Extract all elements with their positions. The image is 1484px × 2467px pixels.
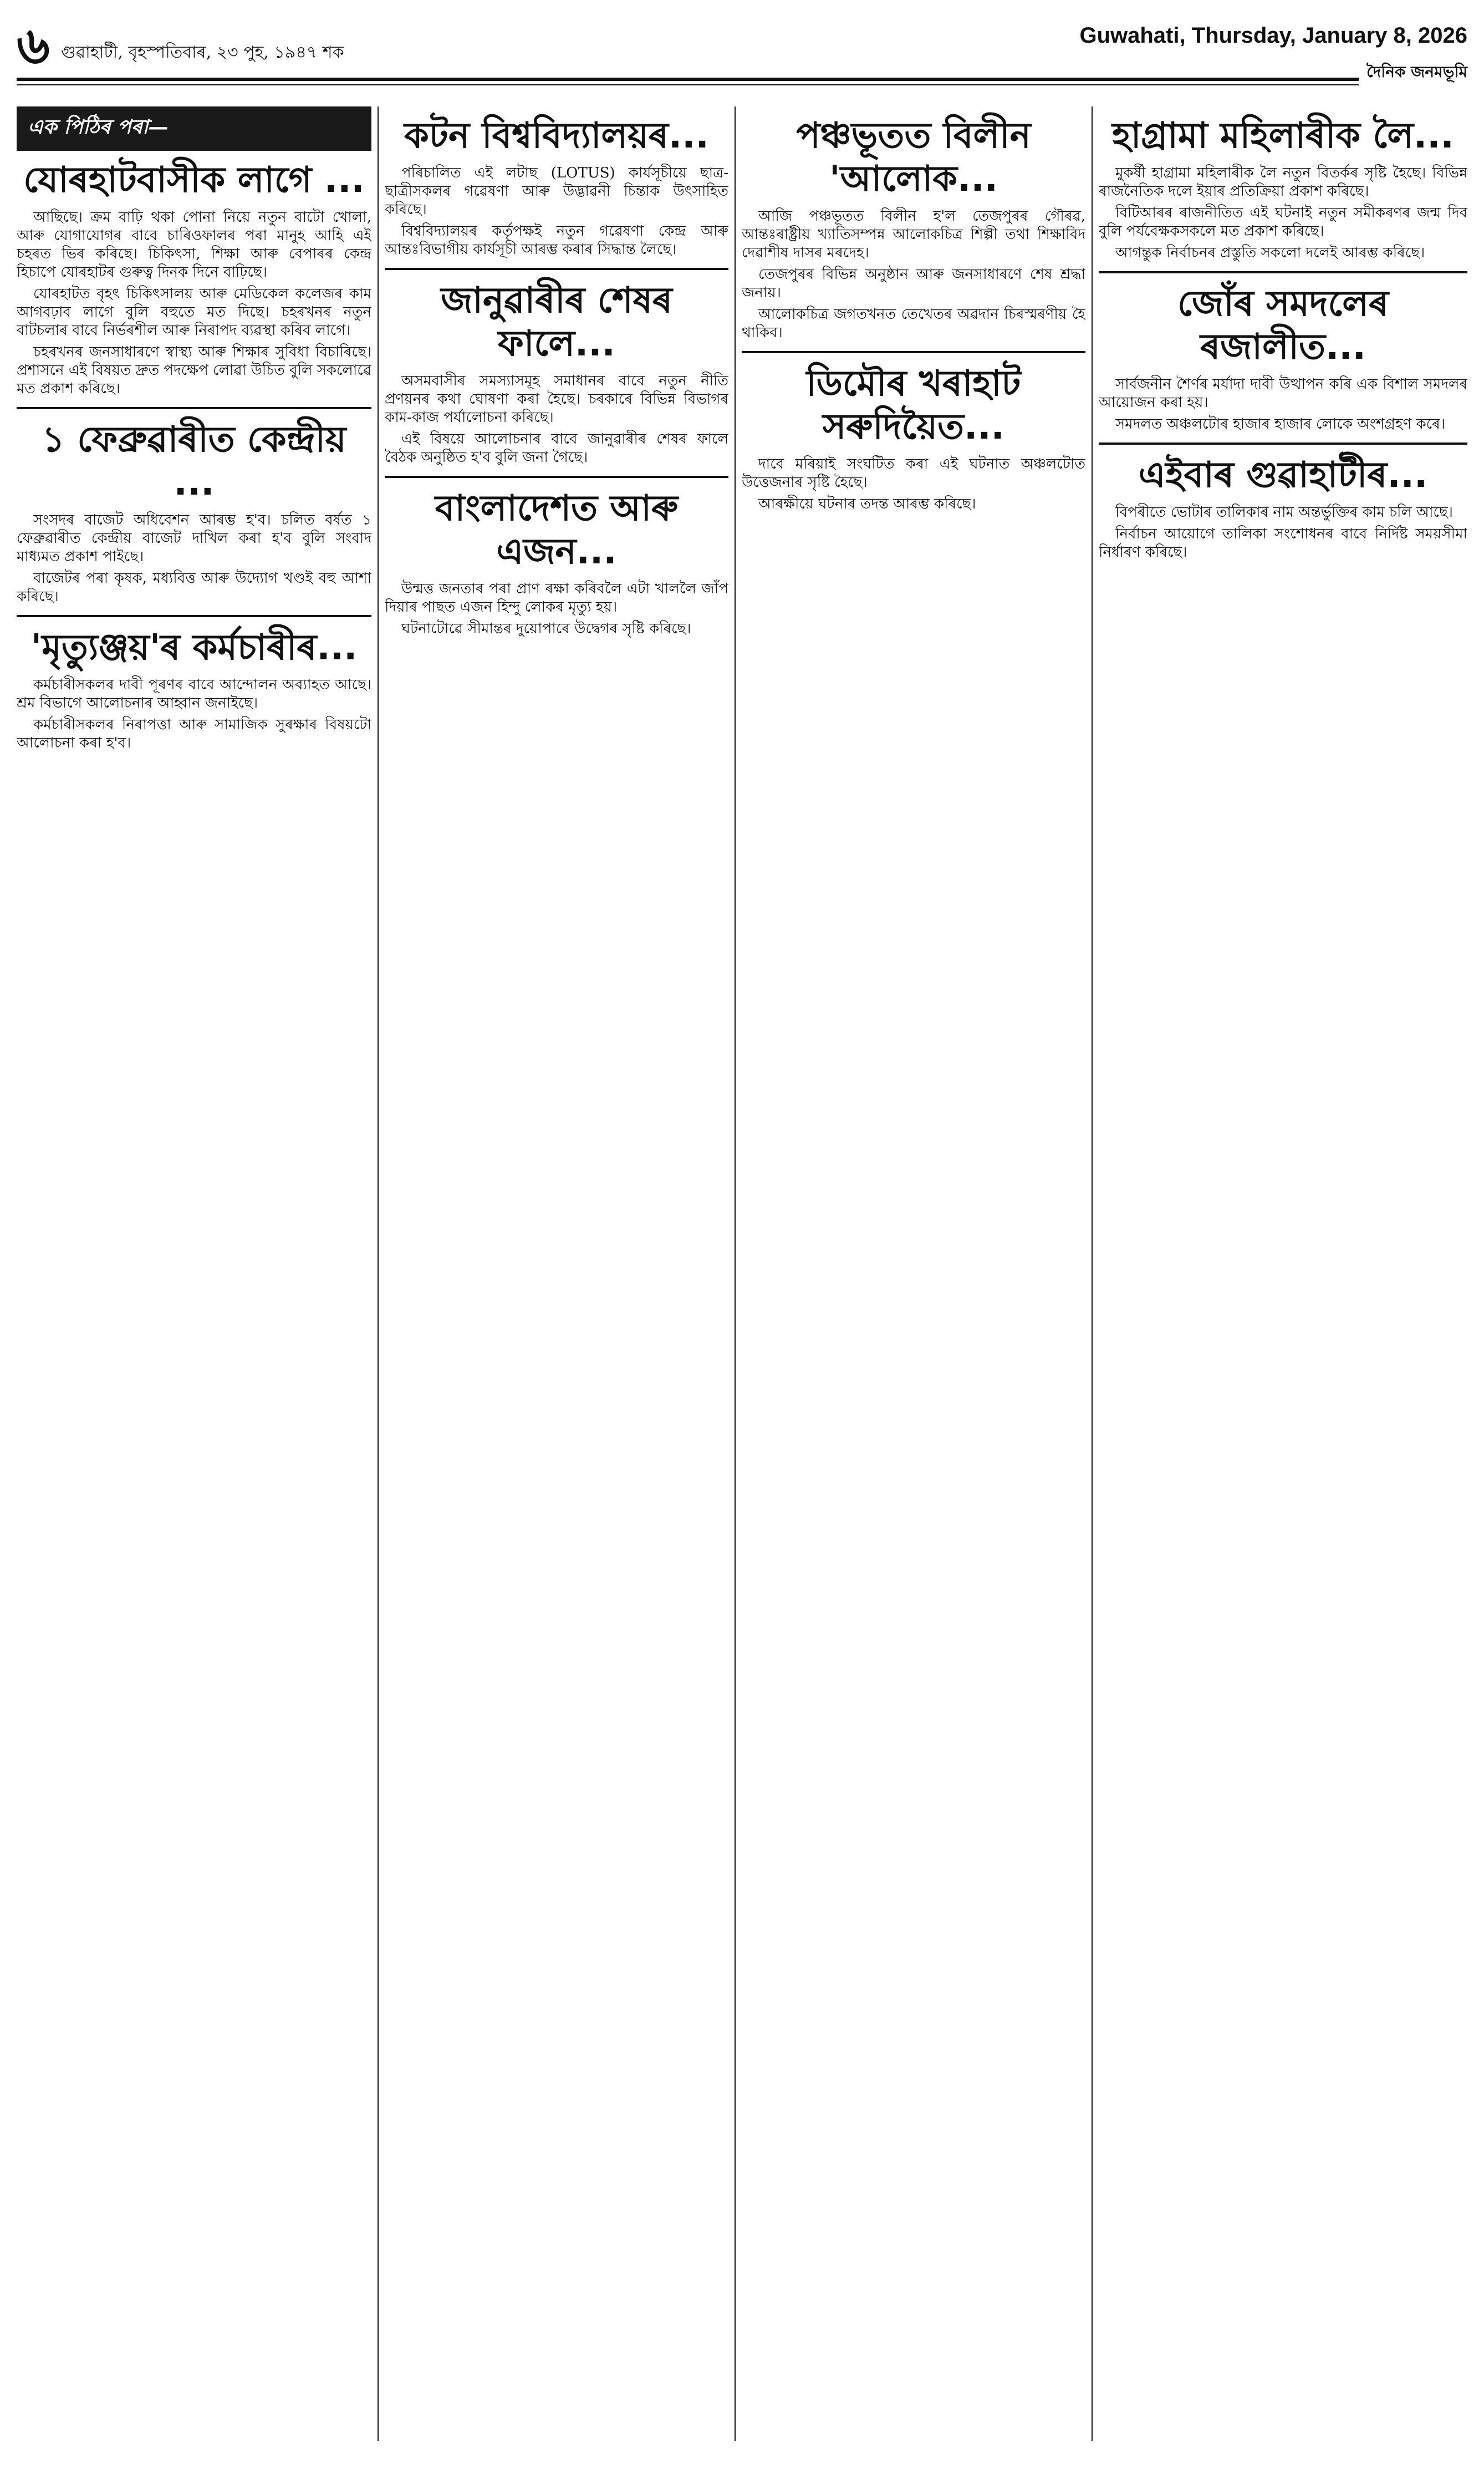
- column-divider: [378, 106, 379, 2441]
- article-title: যোৰহাটবাসীক লাগে ...: [23, 160, 365, 201]
- paragraph: তেজপুৰৰ বিভিন্ন অনুষ্ঠান আৰু জনসাধাৰণে শেষ শ্ৰদ্ধা জনায়।: [742, 266, 1085, 301]
- column-2: [385, 106, 728, 2441]
- article-title: কটন বিশ্ববিদ্যালয়ৰ...: [404, 115, 709, 156]
- paragraph: এই বিষয়ে আলোচনাৰ বাবে জানুৱাৰীৰ শেষৰ ফালে বৈঠক অনুষ্ঠিত হ'ব বুলি জনা গৈছে।: [385, 431, 728, 466]
- paragraph: উন্মত্ত জনতাৰ পৰা প্ৰাণ ৰক্ষা কৰিবলৈ এটা খাললৈ জাঁপ দিয়াৰ পাছত এজন হিন্দু লোকৰ মৃত্যু হয়।: [385, 581, 728, 616]
- article-title: ১ ফেব্ৰুৱাৰীত কেন্দ্ৰীয় ...: [42, 419, 346, 503]
- left-date: গুৱাহাটী, বৃহস্পতিবাৰ, ২৩ পুহ, ১৯৪৭ শক: [61, 43, 344, 62]
- column-4: [1099, 106, 1467, 2441]
- divider: [1099, 271, 1467, 273]
- paragraph: বিপৰীতে ভোটাৰ তালিকাৰ নাম অন্তৰ্ভুক্তিৰ কাম চলি আছে।: [1115, 504, 1453, 521]
- paragraph: আলোকচিত্ৰ জগতখনত তেখেতৰ অৱদান চিৰস্মৰণীয় হৈ থাকিব।: [742, 306, 1085, 341]
- article-title: জোঁৰ সমদলেৰ ৰজালীত...: [1177, 283, 1389, 368]
- paragraph: পৰিচালিত এই লটাছ (LOTUS) কাৰ্যসূচীয়ে ছাত্ৰ-ছাত্ৰীসকলৰ গৱেষণা আৰু উদ্ভাৱনী চিন্তাক উৎসাহিত কৰিছে।: [385, 165, 728, 218]
- masthead-rule-thin: [17, 84, 1467, 85]
- divider: [17, 407, 371, 409]
- paragraph: চহৰখনৰ জনসাধাৰণে স্বাস্থ্য আৰু শিক্ষাৰ সুবিধা বিচাৰিছে। প্ৰশাসনে এই বিষয়ত দ্ৰুত পদক্ষেপ লোৱা উচিত বুলি সকলোৱে মত প্ৰকাশ কৰিছে।: [17, 344, 371, 397]
- paragraph: সাৰ্বজনীন শৈৰ্ণৰ মৰ্যাদা দাবী উত্থাপন কৰি এক বিশাল সমদলৰ আয়োজন কৰা হয়।: [1099, 376, 1467, 411]
- article-title: জানুৱাৰীৰ শেষৰ ফালে...: [441, 280, 672, 364]
- paragraph: আছিছে। ক্ৰম বাঢ়ি থকা পোনা নিয়ে নতুন বাটো খোলা, আৰু যোগাযোগৰ বাবে চাৰিওফালৰ পৰা মানুহ আহি এই চহৰত ভিৰ কৰিছে। চিকিৎসা, শিক্ষা আৰু বেপাৰৰ কেন্দ্ৰ হিচাপে যোৰহাটৰ গুৰুত্ব দিনক দিনে বাঢ়িছে।: [17, 209, 371, 281]
- article-body: [742, 207, 1085, 342]
- divider: [385, 268, 728, 270]
- paragraph: কৰ্মচাৰীসকলৰ নিৰাপত্তা আৰু সামাজিক সুৰক্ষাৰ বিষয়টো আলোচনা কৰা হ'ব।: [17, 716, 371, 751]
- page-number: ৬: [17, 16, 50, 75]
- paragraph: মুকৰ্ষী হাগ্ৰামা মহিলাৰীক লৈ নতুন বিতৰ্কৰ সৃষ্টি হৈছে। বিভিন্ন ৰাজনৈতিক দলে ইয়াৰ প্ৰতিক্ৰিয়া প্ৰকাশ কৰিছে।: [1099, 165, 1467, 200]
- paragraph: দাবে মৰিয়াই সংঘটিত কৰা এই ঘটনাত অঞ্চলটোত উত্তেজনাৰ সৃষ্টি হৈছে।: [742, 456, 1085, 491]
- article-body: [17, 511, 371, 606]
- divider: [17, 615, 371, 617]
- paragraph: কৰ্মচাৰীসকলৰ দাবী পূৰণৰ বাবে আন্দোলন অব্যাহত আছে। শ্ৰম বিভাগে আলোচনাৰ আহ্বান জনাইছে।: [17, 676, 371, 711]
- article-body: [385, 580, 728, 638]
- right-date: Guwahati, Thursday, January 8, 2026: [1079, 23, 1467, 48]
- paragraph: সমদলত অঞ্চলটোৰ হাজাৰ হাজাৰ লোকে অংশগ্ৰহণ কৰে।: [1115, 416, 1446, 433]
- paper-name: দৈনিক জনমভূমি: [1359, 60, 1467, 86]
- divider: [742, 351, 1085, 353]
- column-1: [17, 106, 371, 2441]
- paragraph: বাজেটৰ পৰা কৃষক, মধ্যবিত্ত আৰু উদ্যোগ খণ্ডই বহু আশা কৰিছে।: [17, 570, 371, 605]
- article-title: এইবাৰ গুৱাহাটীৰ...: [1138, 455, 1428, 496]
- column-divider: [735, 106, 736, 2441]
- column-3: [742, 106, 1085, 2441]
- paragraph: সংসদৰ বাজেট অধিবেশন আৰম্ভ হ'ব। চলিত বৰ্ষত ১ ফেব্ৰুৱাৰীত কেন্দ্ৰীয় বাজেট দাখিল কৰা হ'ব বুলি সংবাদ মাধ্যমত প্ৰকাশ পাইছে।: [17, 512, 371, 565]
- article-title: 'মৃত্যুঞ্জয়'ৰ কৰ্মচাৰীৰ...: [30, 627, 358, 668]
- paragraph: যোৰহাটত বৃহৎ চিকিৎসালয় আৰু মেডিকেল কলেজৰ কাম আগবঢ়াব লাগে বুলি বহুতে মত দিছে। চহৰখনৰ নতুন বাটচলাৰ বাবে নিৰ্ভৰশীল আৰু নিৰাপদ ব্যৱস্থা কৰিব লাগে।: [17, 286, 371, 339]
- masthead-rule: [17, 78, 1467, 81]
- paragraph: ঘটনাটোৱে সীমান্তৰ দুয়োপাৰে উদ্বেগৰ সৃষ্টি কৰিছে।: [401, 620, 691, 637]
- article-body: [742, 455, 1085, 513]
- article-title: হাগ্ৰামা মহিলাৰীক লৈ...: [1112, 115, 1454, 156]
- paragraph: বিশ্ববিদ্যালয়ৰ কৰ্তৃপক্ষই নতুন গৱেষণা কেন্দ্ৰ আৰু আন্তঃবিভাগীয় কাৰ্যসূচী আৰম্ভ কৰাৰ সিদ্ধান্ত লৈছে।: [385, 223, 728, 258]
- paragraph: আগন্তুক নিৰ্বাচনৰ প্ৰস্তুতি সকলো দলেই আৰম্ভ কৰিছে।: [1115, 245, 1425, 261]
- masthead: [17, 16, 1467, 99]
- article-body: [385, 372, 728, 467]
- article-body: [1099, 164, 1467, 262]
- article-title: পঞ্চভূতত বিলীন 'আলোক...: [796, 115, 1031, 200]
- article-body: [17, 208, 371, 398]
- divider: [385, 476, 728, 478]
- article-body: [1099, 375, 1467, 434]
- paragraph: বিটিআৰৰ ৰাজনীতিত এই ঘটনাই নতুন সমীকৰণৰ জন্ম দিব বুলি পৰ্যবেক্ষকসকলে মত প্ৰকাশ কৰিছে।: [1099, 205, 1467, 240]
- article-title: ডিমৌৰ খৰাহাট সৰুদিয়ৈত...: [806, 363, 1021, 447]
- article-body: [17, 676, 371, 752]
- article-body: [385, 164, 728, 259]
- article-body: [1099, 503, 1467, 562]
- article-title: বাংলাদেশত আৰু এজন...: [435, 488, 679, 572]
- paragraph: অসমবাসীৰ সমস্যাসমূহ সমাধানৰ বাবে নতুন নীতি প্ৰণয়নৰ কথা ঘোষণা কৰা হৈছে। চৰকাৰে বিভিন্ন বিভাগৰ কাম-কাজ পৰ্যালোচনা কৰিছে।: [385, 373, 728, 426]
- paragraph: নিৰ্বাচন আয়োগে তালিকা সংশোধনৰ বাবে নিৰ্দিষ্ট সময়সীমা নিৰ্ধাৰণ কৰিছে।: [1099, 526, 1467, 561]
- column-divider: [1092, 106, 1093, 2441]
- paragraph: আজি পঞ্চভূতত বিলীন হ'ল তেজপুৰৰ গৌৰৱ, আন্তঃৰাষ্ট্ৰীয় খ্যাতিসম্পন্ন আলোকচিত্ৰ শিল্পী তথা শিক্ষাবিদ দেৱাশীষ দাসৰ মৰদেহ।: [742, 208, 1085, 261]
- continued-banner: এক পিঠিৰ পৰা—: [17, 106, 371, 151]
- paragraph: আৰক্ষীয়ে ঘটনাৰ তদন্ত আৰম্ভ কৰিছে।: [758, 496, 976, 512]
- divider: [1099, 442, 1467, 445]
